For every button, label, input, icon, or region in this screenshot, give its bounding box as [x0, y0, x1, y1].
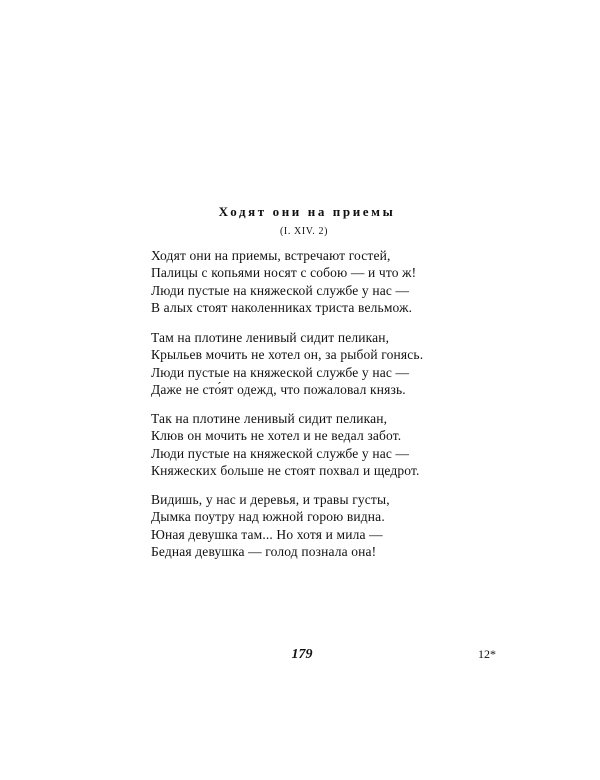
poem-line: Клюв он мочить не хотел и не ведал забот.	[151, 428, 402, 444]
poem-line: Бедная девушка — голод познала она!	[151, 543, 377, 559]
poem-line: Крыльев мочить не хотел он, за рыбой гонясь.	[151, 347, 424, 363]
poem-subtitle: (I. XIV. 2)	[279, 226, 329, 237]
poem-line: В алых стоят наколенниках триста вельмож.	[151, 299, 413, 315]
poem-line: Люди пустые на княжеской службе у нас —	[151, 445, 410, 461]
poem-line: Так на плотине ленивый сидит пеликан,	[151, 411, 388, 426]
page-number: 179	[291, 647, 313, 662]
poem-title: Ходят они на приемы	[218, 204, 396, 219]
stanza-1	[151, 247, 451, 316]
stanza-4	[151, 491, 451, 560]
poem-line: Видишь, у нас и деревья, и травы густы,	[151, 492, 390, 507]
poem-line: Княжеских больше не стоят похвал и щедрот.	[151, 462, 420, 478]
poem-line: Юная девушка там... Но хотя и мила —	[151, 526, 383, 542]
stanza-3	[151, 410, 451, 479]
poem-line: Люди пустые на княжеской службе у нас —	[151, 364, 410, 380]
poem-line: Палицы с копьями носят с собою — и что ж!	[151, 265, 417, 281]
poem-line: Дымка поутру над южной горою видна.	[151, 509, 385, 525]
poem-line: Ходят они на приемы, встречают гостей,	[151, 248, 391, 263]
poem-line: Там на плотине ленивый сидит пеликан,	[151, 330, 390, 345]
poem-line: Люди пустые на княжеской службе у нас —	[151, 282, 410, 298]
stanza-2	[151, 329, 451, 398]
signature-mark: 12*	[478, 647, 496, 661]
poem-line: Даже не сто́ят одежд, что пожаловал князь.	[151, 381, 406, 397]
